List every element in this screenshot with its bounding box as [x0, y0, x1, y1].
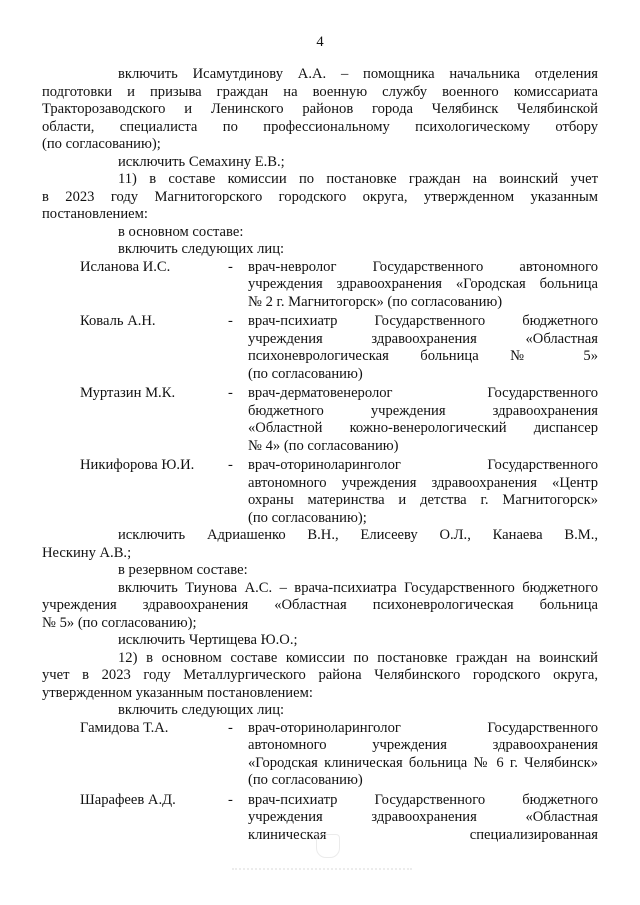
member-dash: -	[228, 457, 233, 473]
member-name: Никифорова Ю.И.	[80, 457, 195, 473]
member-dash: -	[228, 385, 233, 401]
paragraph-include-tiunov: включить Тиунова А.С. – врача-психиатра Государственного бюджетного учреждения здравоохранения «Областная психоневрологическая больница № 5» (по согласованию);	[42, 579, 598, 631]
paragraph-reserve-composition: в резервном составе:	[118, 562, 248, 578]
paragraph-item-11: 11) в составе комиссии по постановке граждан на воинский учет в 2023 году Магнитогорского городского округа, утвержденном указанным постановлением:	[42, 171, 598, 222]
member-position: врач-невролог Государственного автономного учреждения здравоохранения «Городская больница № 2 г. Магнитогорск» (по согласованию)	[248, 258, 598, 310]
member-position: врач-оториноларинголог Государственного автономного учреждения здравоохранения «Городская клиническая больница № 6 г. Челябинск» (по согласованию)	[248, 719, 598, 788]
paragraph-exclude-adriashenko: исключить Адриашенко В.Н., Елисееву О.Л., Канаева В.М., Нескину А.В.;	[42, 527, 598, 561]
member-entry	[80, 313, 598, 383]
member-entry	[80, 385, 598, 455]
faint-emblem-watermark	[316, 834, 340, 858]
member-position: врач-оториноларинголог Государственного автономного учреждения здравоохранения «Центр охраны материнства и детства г. Магнитогорск» (по согласованию);	[248, 457, 598, 526]
paragraph-exclude-semakhina: исключить Семахину Е.В.;	[118, 153, 285, 170]
paragraph-include-persons-2: включить следующих лиц:	[118, 702, 285, 718]
member-dash: -	[228, 313, 233, 329]
member-entry	[80, 720, 598, 790]
paragraph-include-persons: включить следующих лиц:	[118, 241, 285, 257]
member-dash: -	[228, 791, 233, 808]
member-name: Исланова И.С.	[80, 258, 171, 275]
member-dash: -	[228, 719, 233, 736]
member-name: Гамидова Т.А.	[80, 719, 169, 736]
member-dash: -	[228, 258, 233, 275]
member-entry	[80, 259, 598, 312]
member-position: врач-психиатр Государственного бюджетного учреждения здравоохранения «Областная психоневрологическая больница № 5» (по согласованию)	[248, 313, 598, 382]
paragraph-exclude-chertishchev: исключить Чертищева Ю.О.;	[118, 632, 298, 648]
faint-footer-mark	[232, 868, 412, 870]
paragraph-item-12: 12) в основном составе комиссии по постановке граждан на воинский учет в 2023 году Металлургического района Челябинского городского округа, утвержденном указанным постановлением:	[42, 649, 598, 701]
member-name: Шарафеев А.Д.	[80, 791, 176, 808]
member-name: Муртазин М.К.	[80, 385, 176, 401]
member-name: Коваль А.Н.	[80, 313, 156, 329]
paragraph-main-composition: в основном составе:	[118, 223, 244, 240]
document-body	[42, 66, 598, 844]
paragraph-include-isamutdinova: включить Исамутдинову А.А. – помощника начальника отделения подготовки и призыва граждан на военную службу военного комиссариата Тракторозаводского и Ленинского районов города Челябинск Челябинской области, специалиста по профессиональному психологическому отбору (по согласованию);	[42, 66, 598, 152]
member-entry	[80, 457, 598, 527]
page-number: 4	[316, 34, 324, 50]
member-position: врач-дерматовенеролог Государственного бюджетного учреждения здравоохранения «Областной кожно-венерологический диспансер № 4» (по согласованию)	[248, 385, 598, 454]
member-position: врач-психиатр Государственного бюджетного учреждения здравоохранения «Областная клиническая специализированная	[248, 791, 598, 843]
